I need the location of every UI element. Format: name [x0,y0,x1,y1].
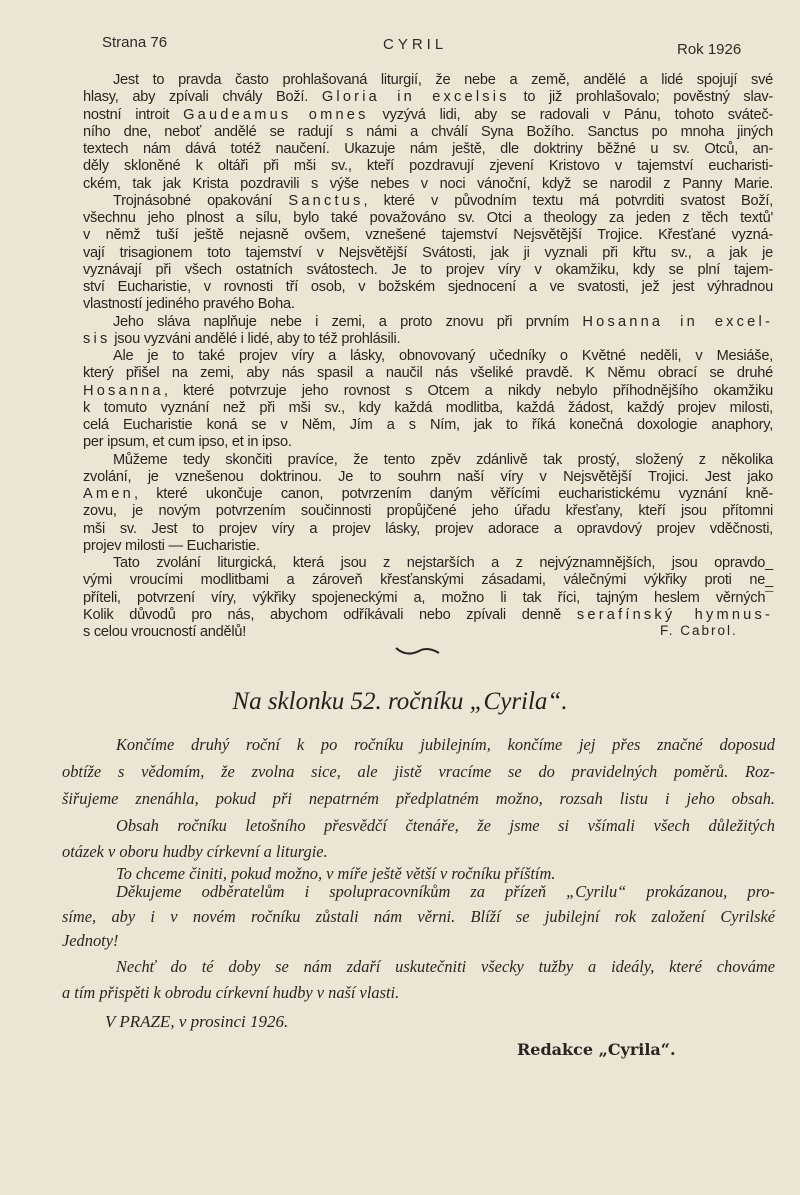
year-label: Rok 1926 [677,41,742,58]
text-segment: jsou vyzváni andělé i lidé, aby to též prohlásili. [110,330,401,347]
text-line [83,606,773,624]
text-line: obtíže s vědomím, že zvolna sice, ale jistě vracíme se do pravidelných poměrů. Roz- [62,762,775,781]
text-line [113,451,773,469]
spaced-phrase: serafínský hymnus- [576,606,774,623]
text-segment: , které v původním textu má potvrditi svatost Boží, [363,192,773,209]
text-segment: ství Eucharistie, v rovnosti tří osob, v božském sjednocení a ve svatosti, jež jest výhradnou [83,279,773,295]
text-line [83,330,773,348]
text-segment: s celou vroucností andělů! [83,624,247,640]
spaced-phrase: Amen [83,486,134,502]
text-segment: v němž tuší ještě nejasně ovšem, vznešené tajemství Nejsvětější Trojice. Křesťané vyzná- [83,227,773,244]
text-segment: zovu, je novým potvrzením součinnosti propůjčené jeho úřadu křesťany, kteří jsou přítomni [83,503,773,520]
text-line [113,313,773,331]
text-line [83,226,773,244]
text-segment: zvolání, je vznešenou doktrinou. Je to souhrn naší víry v Nejsvětější Trojici. Jest jako [83,468,773,485]
text-line [83,433,773,451]
text-segment: ního dne, neboť andělé se radují s námi a chválí Syna Božího. Sanctus po mnoha jiných [83,123,773,140]
text-line [113,347,773,365]
text-line: síme, aby i v novém ročníku zůstali nám věrni. Blíží se jubilejní rok založení Cyrilské [62,907,775,926]
text-line [83,485,773,503]
text-line [83,382,773,400]
text-line [83,88,773,106]
text-segment: ckém, tak jak Krista pozdravili s výše nebes v noci vánoční, když se narodil z Panny Marie. [83,175,773,192]
text-segment: , které potvrzuje jeho rovnost s Otcem a nikdy nebylo příhodnějšího okamžiku [163,382,773,399]
text-line: Nechť do té doby se nám zdaří uskutečniti všecky tužby a ideály, které chováme [116,957,775,976]
text-segment: textech nám dává totéž naučení. Ukazuje nám ještě, dle doktriny běžné u sv. Otců, an- [83,141,773,157]
text-segment: mši sv. Jest to projev víry a projev lásky, projev adorace a opravdový projev vděčnosti, [83,520,773,537]
spaced-phrase: Sanctus [288,192,364,209]
text-line [83,502,773,520]
text-line [83,123,773,141]
text-line [83,209,773,227]
text-line [113,192,773,210]
text-line [83,157,773,175]
article-title: Na sklonku 52. ročníku „Cyrila“. [232,688,568,715]
text-line [83,175,773,193]
text-segment: , které ukončuje canon, potvrzením daným věřícími eucharistickému vyznání kně- [133,486,773,502]
text-line: Končíme druhý roční k po ročníku jubilejním, končíme jej přes značné doposud [116,735,775,754]
text-segment: Jeho sláva naplňuje nebe i zemi, a proto znovu při prvním [113,313,583,330]
text-segment: příteli, potvrzení víry, výkřiky spojeneckými a, možno li tak říci, tajným heslem věrných¯ [83,589,773,606]
text-segment: to již prohlašovalo; pověstný slav- [509,89,773,106]
text-segment: celá Eucharistie koná se v Něm, Jím a s Ním, jak to říká konečná doxologie anaphory, [83,417,773,433]
text-line [83,244,773,262]
spaced-phrase: sis [83,330,111,347]
text-line [83,589,773,607]
spaced-phrase: Gloria in excelsis [321,89,510,106]
article-date: V PRAZE, v prosinci 1926. [105,1012,289,1031]
text-line: Děkujeme odběratelům i spolupracovníkům za přízeň „Cyrilu“ prokázanou, pro- [116,882,775,901]
text-line [83,571,773,589]
spaced-phrase: Gaudeamus omnes [183,106,369,123]
text-segment: nostní introit [83,106,184,123]
spaced-phrase: Hosanna in excel- [582,313,773,330]
journal-title: CYRIL [383,36,448,53]
text-segment: který přišel na zemi, aby nás spasil a naučil nás všeliké pravdě. K Němu obrací se druhé [83,365,773,382]
text-segment: všechnu jeho plnost a sílu, bylo také považováno sv. Otci a theology za jeden z těch textů' [83,210,773,226]
text-segment: k tomuto vyznání než při mši sv., kdy každá modlitba, každá žádost, každý projev milosti, [83,399,773,416]
ornament-divider-icon [395,645,441,657]
text-line: To chceme činiti, pokud možno, v míře ještě větší v ročníku příštím. [116,864,556,883]
text-segment: Ale je to také projev víry a lásky, obnovovaný učedníky o Květné neděli, v Mesiáše, [113,348,773,364]
text-segment: vají trisagionem toto tajemství v Nejsvětější Svátosti, jak ji vyznali při křtu sv., a jak je [83,244,773,261]
text-segment: per ipsum, et cum ipso, et in ipso. [83,434,292,451]
text-line [83,106,773,124]
text-segment: děly skloněné k oltáři při mši sv., kteří pozdravují zjevení Kristovo v tajemství eucharisti- [83,158,773,175]
text-line [83,295,773,313]
text-line [113,554,773,572]
text-line [83,399,773,417]
text-segment: hlasy, aby zpívali chvály Boží. [83,89,322,106]
page-number: Strana 76 [102,34,168,51]
spaced-phrase: Hosanna [83,382,164,399]
text-line [83,416,773,434]
editorial-signature: Redakce „Cyrila“. [517,1040,676,1059]
text-line [83,261,773,279]
text-line [83,468,773,486]
text-segment: Trojnásobné opakování [113,192,289,209]
text-segment: vyznávají při všech ostatních svátostech. Je to projev víry v okamžiku, kdy se plní tajem- [83,261,773,278]
text-line: šiřujeme znenáhla, pokud při nepatrném předplatném možno, rozsah listu i jeho obsah. [62,789,775,808]
article-signature: F. Cabrol. [660,623,738,638]
text-line: Obsah ročníku letošního přesvědčí čtenáře, že jsme si všímali všech důležitých [116,816,775,835]
text-segment: Kolik důvodů pro nás, abychom odříkávali nebo zpívali denně [83,606,577,623]
text-line: a tím přispěti k obrodu církevní hudby v naší vlasti. [62,983,400,1002]
text-segment: projev milosti — Eucharistie. [83,537,260,554]
text-segment: vými vroucími modlitbami a zároveň křesťanskými zásadami, válečnými výkřiky proti ne_ [83,572,773,589]
text-segment: vyzývá lidi, aby se radovali v Pánu, tohoto sváteč- [368,106,773,123]
text-line [83,278,773,296]
text-segment: Jest to pravda často prohlašovaná liturgií, že nebe a země, andělé a lidé spojují své [113,72,773,88]
text-line [83,537,773,555]
text-line [113,71,773,89]
text-segment: vlastností jediného pravého Boha. [83,296,295,313]
text-line: otázek v oboru hudby církevní a liturgie. [62,842,328,861]
text-segment: Můžeme tedy skončiti pravíce, že tento zpěv zdánlivě tak prostý, složený z několika [113,451,773,468]
text-line [83,364,773,382]
text-line [83,520,773,538]
text-line [83,140,773,158]
text-line: Jednoty! [62,931,119,950]
text-segment: Tato zvolání liturgická, která jsou z nejstarších a z nejvýznamnějších, jsou opravdo_ [113,555,773,571]
